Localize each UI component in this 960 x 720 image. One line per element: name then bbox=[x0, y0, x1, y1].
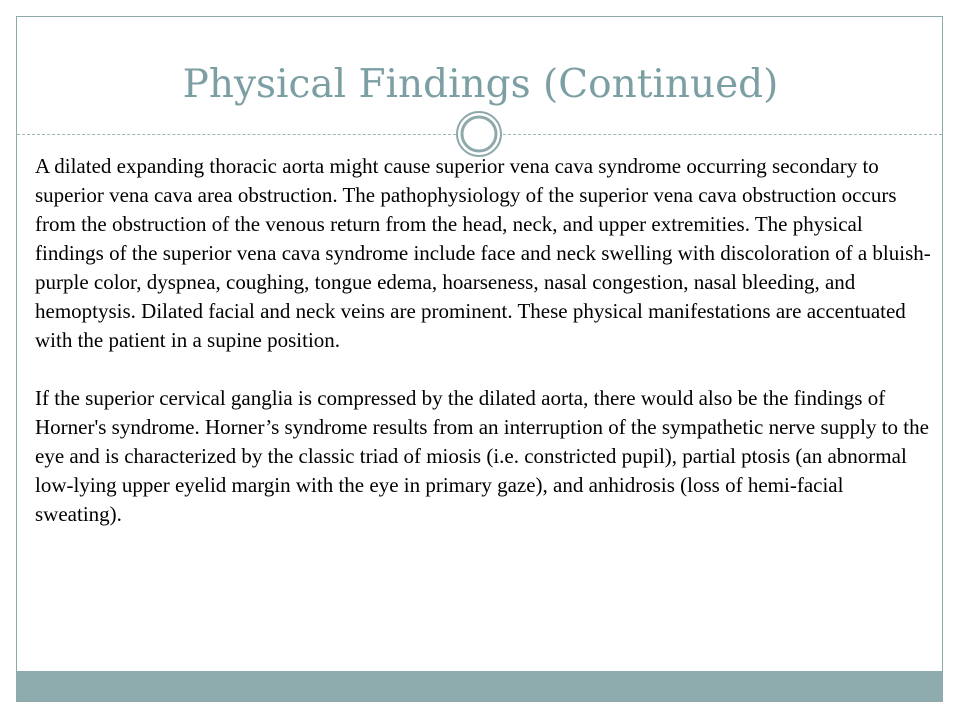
footer-bar bbox=[17, 671, 942, 701]
paragraph-superior-vena-cava: A dilated expanding thoracic aorta might cause superior vena cava syndrome occurring secondary to superior vena cava area obstruction. The pathophysiology of the superior vena cava obstruction occurs from the obstruction of the venous return from the head, neck, and upper extremities. The physical findings of the superior vena cava syndrome include face and neck swelling with discoloration of a bluish-purple color, dyspnea, coughing, tongue edema, hoarseness, nasal congestion, nasal bleeding, and hemoptysis. Dilated facial and neck veins are prominent. These physical manifestations are accentuated with the patient in a supine position. bbox=[35, 154, 931, 352]
circle-ornament-icon bbox=[455, 110, 503, 158]
slide-title: Physical Findings (Continued) bbox=[182, 62, 779, 107]
paragraph-horners-syndrome: If the superior cervical ganglia is compressed by the dilated aorta, there would also be the findings of Horner's syndrome. Horner’s syndrome results from an interruption of the sympathetic nerve supply to the eye and is characterized by the classic triad of miosis (i.e. constricted pupil), partial ptosis (an abnormal low-lying upper eyelid margin with the eye in primary gaze), and anhidrosis (loss of hemi-facial sweating). bbox=[35, 386, 929, 526]
body-text bbox=[35, 152, 935, 529]
slide bbox=[16, 16, 943, 702]
